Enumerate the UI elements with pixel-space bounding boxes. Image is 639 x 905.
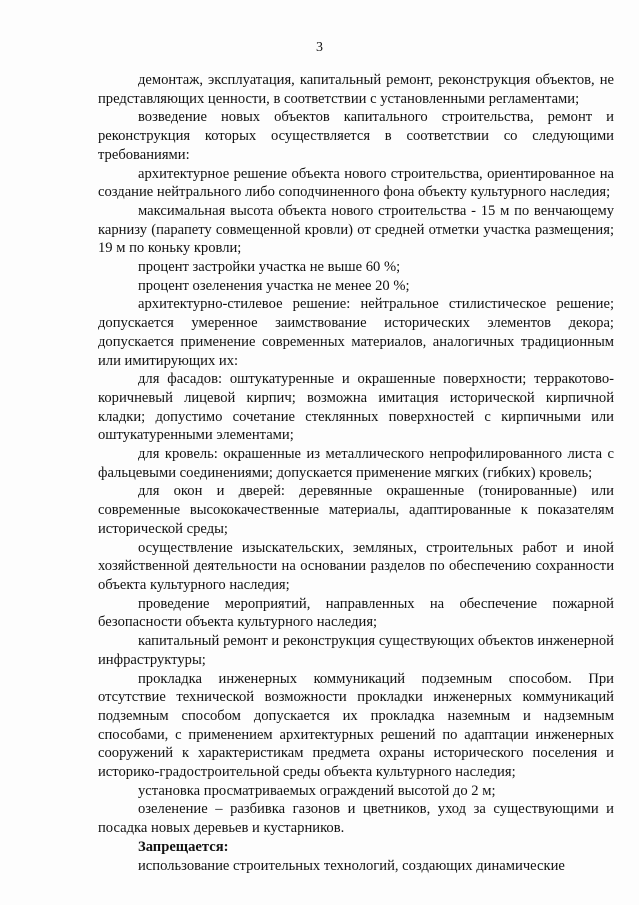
paragraph-facades: для фасадов: оштукатуренные и окрашенные поверхности; терракотово-коричневый лицевой кирпич; возможна имитация исторической кирпичной кладки; допустимо сочетание стеклянных поверхностей с кирпичными или оштукатуренными элементами; (98, 371, 614, 444)
paragraph-fences: установка просматриваемых ограждений высотой до 2 м; (138, 782, 496, 799)
paragraph-survey-works: осуществление изыскательских, земляных, строительных работ и иной хозяйственной деятельности на основании разделов по обеспечению сохранности объекта культурного наследия; (98, 539, 614, 593)
paragraph-demolition: демонтаж, эксплуатация, капитальный ремонт, реконструкция объектов, не представляющих ценности, в соответствии с установленными регламентами; (98, 72, 614, 107)
paragraph-landscaping: озеленение – разбивка газонов и цветников, уход за существующими и посадка новых деревьев и кустарников. (98, 801, 614, 837)
document-body (98, 71, 614, 875)
paragraph-max-height: максимальная высота объекта нового строительства - 15 м по венчающему карнизу (парапету совмещенной кровли) от средней отметки участка размещения; 19 м по коньку кровли; (98, 202, 614, 257)
paragraph-style-solution: архитектурно-стилевое решение: нейтральное стилистическое решение; допускается умеренное заимствование исторических элементов декора; допускается применение современных материалов, аналогичных традиционным или имитирующих их: (98, 296, 614, 369)
paragraph-new-construction: возведение новых объектов капитального строительства, ремонт и реконструкция которых осуществляется в соответствии со следующими требованиями: (98, 109, 614, 163)
paragraph-architectural-solution: архитектурное решение объекта нового строительства, ориентированное на создание нейтрального либо соподчиненного фона объекту культурного наследия; (98, 165, 614, 201)
paragraph-fire-safety: проведение мероприятий, направленных на обеспечение пожарной безопасности объекта культурного наследия; (98, 595, 614, 631)
paragraph-infrastructure-repair: капитальный ремонт и реконструкция существующих объектов инженерной инфраструктуры; (98, 633, 614, 668)
paragraph-underground-utilities: прокладка инженерных коммуникаций подземным способом. При отсутствие технической возможности прокладки инженерных коммуникаций подземным способом допускается их прокладка наземным и надземным способами, с применением архитектурных решений по адаптации инженерных сооружений к характеристикам предмета охраны исторического поселения и историко-градостроительной среды объекта культурного наследия; (98, 670, 614, 781)
paragraph-build-percent: процент застройки участка не выше 60 %; (138, 259, 401, 276)
paragraph-prohibited-technologies: использование строительных технологий, создающих динамические (138, 857, 565, 874)
prohibited-heading: Запрещается: (138, 838, 229, 855)
paragraph-windows-doors: для окон и дверей: деревянные окрашенные (тонированные) или современные высококачественные материалы, адаптированные к показателям исторической среды; (98, 483, 614, 537)
page-number: 3 (316, 40, 323, 55)
paragraph-roofs: для кровель: окрашенные из металлического непрофилированного листа с фальцевыми соединениями; допускается применение мягких (гибких) кровель; (98, 446, 614, 481)
paragraph-green-percent: процент озеленения участка не менее 20 %; (138, 277, 410, 294)
